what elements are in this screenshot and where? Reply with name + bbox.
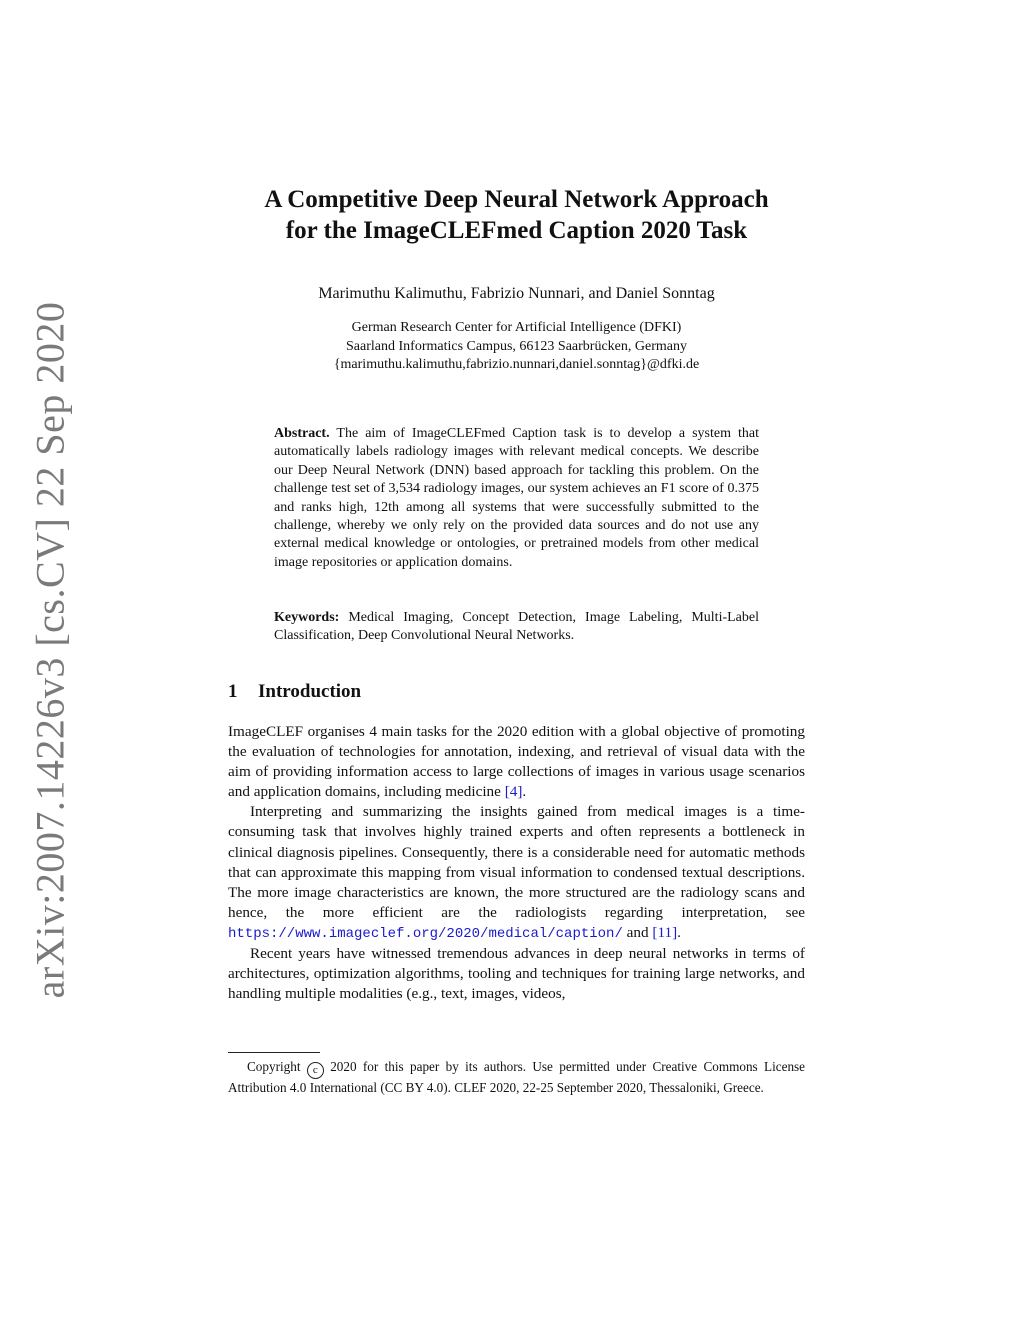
title-line-1: A Competitive Deep Neural Network Approach (264, 186, 769, 213)
section-title: Introduction (258, 681, 362, 702)
citation-link-11[interactable]: [11] (652, 923, 678, 941)
title-line-2: for the ImageCLEFmed Caption 2020 Task (285, 217, 748, 244)
paragraph-1 (228, 722, 805, 802)
affiliation-block (228, 319, 805, 375)
abstract-text: The aim of ImageCLEFmed Caption task is to develop a system that automatically labels radiology images with relevant medical concepts. We describe our Deep Neural Network (DNN) based approach for tackling this problem. On the challenge test set of 3,534 radiology images, our system achieves an F1 score of 0.375 and ranks high, 12th among all systems that were successfully submitted to the challenge, whereby we only rely on the provided data sources and do not use any external medical knowledge or ontologies, or pretrained models from other medical image repositories or application domains. (274, 426, 759, 570)
keywords-label: Keywords: (274, 610, 340, 625)
abstract (274, 425, 759, 572)
paragraph-2-and: and (622, 923, 653, 941)
footnote-lead: Copyright (247, 1059, 301, 1074)
paragraph-1-end: . (522, 783, 527, 801)
keywords (274, 609, 759, 646)
section-heading-introduction (228, 680, 361, 704)
section-number: 1 (228, 681, 238, 702)
footnote-text: 2020 for this paper by its authors. Use permitted under Creative Commons License Attribution 4.0 International (CC BY 4.0). CLEF 2020, 22-25 September 2020, Thessaloniki, Greece. (228, 1059, 806, 1095)
paragraph-2-end: . (677, 923, 681, 941)
abstract-label: Abstract. (274, 426, 330, 441)
keywords-text: Medical Imaging, Concept Detection, Image Labeling, Multi-Label Classification, Deep Convolutional Neural Networks. (274, 610, 759, 644)
paragraph-3 (228, 944, 805, 1004)
affiliation-emails: {marimuthu.kalimuthu,fabrizio.nunnari,daniel.sonntag}@dfki.de (333, 357, 700, 372)
copyright-icon: c (307, 1062, 324, 1079)
paragraph-1-text: ImageCLEF organises 4 main tasks for the 2020 edition with a global objective of promoting the evaluation of technologies for annotation, indexing, and retrieval of visual data with the aim of providing information access to large collections of images in various usage scenarios and application domains, including medicine (228, 723, 805, 801)
paragraph-2 (228, 802, 805, 944)
paper-title (228, 184, 805, 246)
affiliation-address: Saarland Informatics Campus, 66123 Saarbrücken, Germany (346, 338, 687, 354)
arxiv-identifier-stamp: arXiv:2007.14226v3 [cs.CV] 22 Sep 2020 (27, 301, 73, 999)
footnote-divider (228, 1052, 320, 1053)
citation-link-4[interactable]: [4] (504, 783, 523, 801)
author-list: Marimuthu Kalimuthu, Fabrizio Nunnari, and Daniel Sonntag (318, 285, 715, 302)
imageclef-url-link[interactable]: https://www.imageclef.org/2020/medical/caption/ (228, 925, 623, 942)
paragraph-2-text: Interpreting and summarizing the insights gained from medical images is a time-consuming task that involves highly trained experts and often represents a bottleneck in clinical diagnosis pipelines. Consequently, there is a considerable need for automatic methods that can approximate this mapping from visual information to condensed textual descriptions. The more image characteristics are known, the more structured are the radiology scans and hence, the more efficient are the radiologists regarding interpretation, see (228, 803, 805, 921)
paragraph-3-text: Recent years have witnessed tremendous advances in deep neural networks in terms of architectures, optimization algorithms, tooling and techniques for training large networks, and handling multiple modalities (e.g., text, images, videos, (228, 945, 805, 1003)
introduction-body (228, 722, 805, 1004)
affiliation-institute: German Research Center for Artificial Intelligence (DFKI) (351, 320, 682, 335)
copyright-footnote (228, 1058, 805, 1098)
